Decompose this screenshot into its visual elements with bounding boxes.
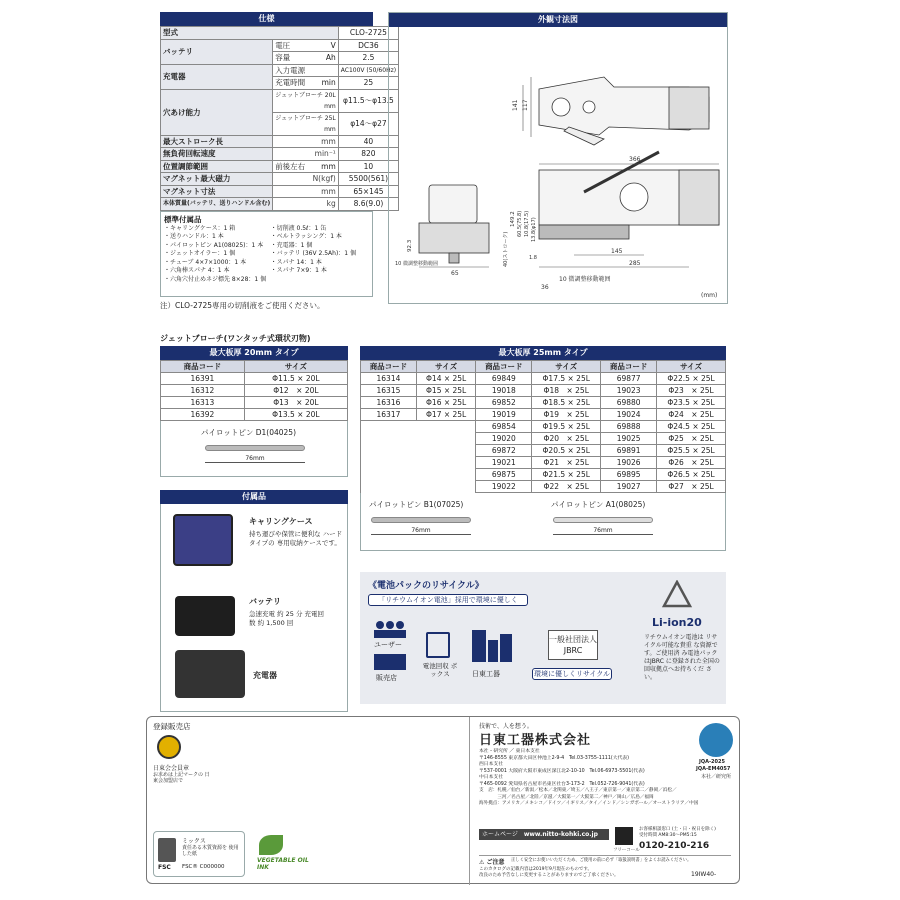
spec-unit: mm — [273, 185, 339, 198]
table-row — [161, 397, 348, 409]
catalog-note-1: このカタログの記載内容は2019年9月現在のものです。 — [479, 867, 592, 872]
fsc-label: FSC — [158, 864, 171, 871]
assoc-label: 日東会会員章 — [153, 765, 190, 772]
dealer-label: 登録販売店 — [153, 722, 191, 731]
recycle-subtitle: 「リチウムイオン電池」採用で環境に優しく — [368, 594, 528, 606]
table-cell: 19023 — [601, 385, 657, 397]
drill-top-view — [539, 77, 709, 145]
pin-d1-label: パイロットピン D1(04025) — [201, 428, 296, 437]
table-cell: Φ20.5 × 25L — [532, 445, 601, 457]
spec-value: AC100V (50/60Hz) — [338, 64, 398, 77]
drill-side-view — [539, 152, 719, 239]
acc-item: ・チューブ 4×7×1000：1 本 — [164, 258, 247, 266]
carrying-case-image — [173, 514, 233, 566]
spec-value: 65×145 — [338, 185, 398, 198]
table-cell: 16391 — [161, 373, 245, 385]
acc-item: ・ベルトラッシング：1 本 — [270, 233, 342, 240]
dim-1-8: 1.8 — [529, 255, 537, 261]
spec-item: 入力電源 — [273, 64, 339, 77]
users-icon — [372, 620, 408, 638]
table-cell: 69852 — [476, 397, 532, 409]
phone-number[interactable]: 0120-210-216 — [639, 841, 710, 851]
vegetable-ink-logo — [259, 835, 283, 855]
cert-1: JQA-2025 — [699, 759, 725, 765]
spec-value: φ11.5～φ13.5 — [338, 89, 398, 112]
broach-25-table — [360, 360, 726, 493]
standard-accessories — [160, 211, 373, 297]
table-cell: Φ26.5 × 25L — [657, 469, 726, 481]
table-cell: ご注意 — [486, 859, 505, 866]
dim-note-2: 10 微調整移動範囲 — [559, 276, 611, 283]
spec-unit: N(kgf) — [273, 173, 339, 186]
table-row — [361, 373, 726, 385]
caution-label: ⚠ ご注意 — [479, 859, 505, 866]
table-cell: サイズ — [416, 361, 475, 373]
table-cell: Φ23.5 × 25L — [657, 397, 726, 409]
recycle-liion: Li-ion20 — [652, 616, 702, 629]
charger-image — [175, 650, 245, 698]
table-cell: Φ11.5 × 20L — [244, 373, 347, 385]
table-row — [361, 421, 726, 433]
table-cell: Φ16 × 25L — [416, 397, 475, 409]
table-cell: 69880 — [601, 397, 657, 409]
acc-item: ・パイロットピン A1(08025)：1 本 — [164, 241, 264, 249]
table-cell: 69872 — [476, 445, 532, 457]
table-cell: Φ24.5 × 25L — [657, 421, 726, 433]
table-row — [361, 397, 726, 409]
acc-item: ・バッテリ (36V 2.5Ah)：1 個 — [270, 250, 357, 257]
case-name: キャリングケース — [249, 517, 313, 526]
spec-unit: mm — [324, 102, 336, 110]
freecall-label: フリーコール — [613, 848, 640, 853]
caution-text: 正しく安全にお使いいただくため、ご使用の前に必ず「取扱説明書」をよくお読みください。 — [511, 858, 692, 863]
table-cell: Φ13.5 × 20L — [244, 409, 347, 421]
table-cell: 19020 — [476, 433, 532, 445]
spec-group: マグネット寸法 — [161, 185, 273, 198]
table-cell: Φ17 × 25L — [416, 409, 475, 421]
table-cell: 69877 — [601, 373, 657, 385]
shop-icon — [374, 654, 406, 670]
dim-138: 13.8(φ17) — [531, 217, 537, 242]
dim-note-1: 10 微調整移動範囲 — [395, 261, 438, 267]
acc-item: ・六角棒スパナ 4：1 本 — [164, 267, 230, 274]
spec-item: 前後左右 — [275, 161, 306, 171]
acc-item: ・六角穴付止めネジ標先 8×28：1 個 — [164, 275, 267, 283]
table-cell: 69849 — [476, 373, 532, 385]
dim-145: 145 — [611, 248, 623, 255]
office-line: 本社・研究所 ／ 東日本支社 — [479, 749, 540, 754]
spec-group: 最大ストローク長 — [161, 135, 273, 148]
table-cell: 19019 — [476, 409, 532, 421]
table-cell: サイズ — [532, 361, 601, 373]
acc-left-list — [164, 225, 271, 285]
charger-name: 充電器 — [253, 671, 277, 680]
table-cell: Φ19 × 25L — [532, 409, 601, 421]
table-row — [161, 385, 348, 397]
acc-item: ・スパナ 7×9：1 本 — [270, 267, 327, 274]
spec-unit: mm — [324, 125, 336, 133]
table-cell: Φ14 × 25L — [416, 373, 475, 385]
table-cell: Φ27 × 25L — [657, 481, 726, 493]
spec-group: 穴あけ能力 — [161, 89, 273, 135]
spec-group: 位置調節範囲 — [161, 160, 273, 173]
spec-note: 注）CLO-2725専用の切削液をご使用ください。 — [160, 300, 325, 310]
pin-b1-label: パイロットピン B1(07025) — [369, 500, 464, 509]
recycle-title: 《電池パックのリサイクル》 — [368, 581, 484, 591]
recycle-eco: 環境に優しくリサイクル — [533, 670, 611, 678]
pin-d1-shape — [205, 445, 305, 451]
spec-unit: kg — [273, 198, 339, 211]
jet-broach-title: ジェットブローチ(ワンタッチ式環状刃物) — [160, 334, 311, 343]
dim-unit: (mm) — [701, 292, 718, 299]
acc-right-list — [271, 225, 369, 285]
table-cell: 69888 — [601, 421, 657, 433]
accessories-heading: 標準付属品 — [164, 214, 202, 224]
catalog-note-2: 改良のため予告なしに変更することがありますのでご了承ください。 — [479, 873, 619, 878]
table-cell: 69875 — [476, 469, 532, 481]
dim-10: 10.8(17.5) — [524, 210, 530, 237]
fsc-code: FSC® C000000 — [182, 864, 225, 870]
spec-group: マグネット最大磁力 — [161, 173, 273, 186]
recycle-box: 電池回収 ボックス — [422, 662, 458, 678]
spec-table — [160, 26, 399, 211]
factory-icon — [472, 626, 512, 662]
dim-141: 141 — [512, 99, 519, 111]
dim-285: 285 — [629, 260, 641, 267]
fsc-mix: ミックス — [182, 838, 206, 845]
fsc-logo — [158, 838, 176, 862]
table-cell: 16314 — [361, 373, 417, 385]
table-cell: 19027 — [601, 481, 657, 493]
table-cell: 19026 — [601, 457, 657, 469]
fsc-desc: 責任ある木質資源を 使用した紙 — [182, 845, 239, 857]
table-cell: 69895 — [601, 469, 657, 481]
table-cell: Φ22 × 25L — [532, 481, 601, 493]
dim-36: 36 — [541, 284, 549, 291]
table-cell: Φ15 × 25L — [416, 385, 475, 397]
recycle-shop: 販売店 — [376, 674, 397, 682]
table-cell: サイズ — [657, 361, 726, 373]
table-row — [161, 373, 348, 385]
spec-item: 充電時間 — [275, 78, 306, 88]
dim-92: 92.3 — [407, 239, 413, 252]
spec-value: 8.6(9.0) — [338, 198, 398, 211]
table-cell: 16316 — [361, 397, 417, 409]
spec-title: 仕様 — [160, 12, 373, 26]
battery-name: バッテリ — [249, 597, 281, 606]
recycle-jbrc: 一般社団法人 JBRC — [548, 630, 598, 660]
table-cell: 16312 — [161, 385, 245, 397]
table-cell: Φ23 × 25L — [657, 385, 726, 397]
pin-d1-length: 76mm — [205, 455, 305, 463]
contact-note: お客様相談窓口 (土・日・祝日を除く) 受付時間 AM8:30～PM5:15 — [639, 827, 716, 838]
dim-117: 117 — [522, 99, 529, 111]
spec-value: φ14～φ27 — [338, 112, 398, 135]
table-cell: Φ20 × 25L — [532, 433, 601, 445]
collection-box-icon — [426, 632, 450, 658]
acc-item: ・ジェットオイラー：1 個 — [164, 250, 236, 257]
spec-group: バッテリ — [161, 39, 273, 64]
office-line: 〒537-0001 大阪府大阪市東成区深江北2-10-10 Tel.06-6973-5501(代表) — [479, 768, 645, 774]
table-cell: Φ25.5 × 25L — [657, 445, 726, 457]
acc-item: ・キャリングケース：1 箱 — [164, 224, 236, 232]
dim-60: 60.5(75.8) — [517, 210, 523, 237]
pin-a1-label: パイロットピン A1(08025) — [551, 500, 646, 509]
battery-desc: 急速充電 約 25 分 充電回数 約 1,500 回 — [249, 610, 325, 627]
spec-value: 25 — [338, 77, 398, 90]
broach-20-title: 最大板厚 20mm タイプ — [160, 346, 348, 360]
office-line: 西日本支社 — [479, 762, 503, 767]
spec-unit: Ah — [325, 53, 336, 63]
spec-item: ジェットブローチ 25L — [275, 114, 336, 122]
table-row — [161, 409, 348, 421]
pin-b1-length: 76mm — [371, 527, 471, 535]
dim-366: 366 — [629, 156, 641, 163]
office-line: 三河／名古屋／北陸／京滋／大阪第一／大阪第二／神戸／岡山／広島／福岡 — [479, 794, 654, 800]
office-line: 海外拠点：アメリカ／メキシコ／ドイツ／イギリス／タイ／インド／シンガポール／オーストラリア／中国 — [479, 801, 699, 806]
company-logo: 日東工器株式会社 — [479, 733, 592, 748]
recycle-icon — [660, 580, 694, 612]
table-cell: 16317 — [361, 409, 417, 421]
slogan: 技術で、人を想う。 — [479, 723, 533, 730]
drill-front-view — [419, 185, 489, 263]
office-line: 中日本支社 — [479, 775, 503, 780]
dimension-title: 外観寸法図 — [389, 13, 727, 27]
table-cell: Φ25 × 25L — [657, 433, 726, 445]
footer-panel — [146, 716, 740, 884]
homepage-url[interactable]: www.nitto-kohki.co.jp — [523, 831, 598, 838]
pin-a1-shape — [553, 517, 653, 523]
table-cell: 69891 — [601, 445, 657, 457]
table-cell: 19025 — [601, 433, 657, 445]
spec-group: 充電器 — [161, 64, 273, 89]
spec-value: DC36 — [338, 39, 398, 52]
spec-group: 本体質量(バッテリ、送りハンドル含む) — [161, 198, 273, 211]
catalog-code: 19IW40- — [691, 871, 717, 878]
broach-25-title: 最大板厚 25mm タイプ — [360, 346, 726, 360]
dim-149: 149.2 — [510, 211, 516, 227]
table-cell: 19021 — [476, 457, 532, 469]
recycle-user: ユーザー — [374, 641, 402, 649]
spec-unit: mm — [321, 161, 336, 171]
dimension-drawing — [389, 27, 727, 303]
table-cell: 16392 — [161, 409, 245, 421]
table-cell: 69854 — [476, 421, 532, 433]
recycle-panel — [360, 572, 726, 704]
model-label: 型式 — [161, 27, 339, 40]
model-value: CLO-2725 — [338, 27, 398, 40]
table-cell: 商品コード — [476, 361, 532, 373]
table-row — [361, 409, 726, 421]
cert-2: JQA-EM4057 — [696, 766, 731, 772]
office-line: 支 店：札幌／仙台／新潟／松本／北関東／埼玉／八王子／東京第一／東京第二／静岡／浜松／ — [479, 788, 677, 793]
acc-item: ・充電器：1 個 — [270, 241, 313, 249]
spec-panel — [160, 12, 397, 311]
broach-20-panel — [160, 346, 348, 477]
homepage-bar[interactable] — [479, 829, 609, 840]
table-cell: Φ17.5 × 25L — [532, 373, 601, 385]
pin-b1-shape — [371, 517, 471, 523]
dim-stroke: 40(ストローク) — [503, 231, 509, 267]
fsc-box — [153, 831, 245, 877]
pin-ab-box — [360, 493, 726, 551]
table-cell: Φ12 × 20L — [244, 385, 347, 397]
spec-item: ジェットブローチ 20L — [275, 91, 336, 99]
spec-unit: min⁻¹ — [273, 148, 339, 161]
table-cell: 19022 — [476, 481, 532, 493]
home-label: ホームページ — [482, 831, 518, 838]
spec-unit: min — [321, 78, 336, 88]
iso-cert-badge — [699, 723, 733, 757]
table-cell: Φ13 × 20L — [244, 397, 347, 409]
accessories-title: 付属品 — [160, 490, 348, 504]
broach-20-table — [160, 360, 348, 421]
col-code: 商品コード — [161, 361, 245, 373]
spec-item: 容量 — [275, 53, 291, 63]
office-line: 〒465-0092 愛知県名古屋市名東区社台3-173-2 Tel.052-726-9041(代表) — [479, 781, 645, 787]
case-desc: 持ち運びや保管に便利な ハードタイプの 専用収納ケースです。 — [249, 530, 343, 547]
dim-65: 65 — [451, 270, 459, 277]
spec-value: 5500(561) — [338, 173, 398, 186]
table-cell: Φ19.5 × 25L — [532, 421, 601, 433]
acc-item: ・送りハンドル：1 本 — [164, 233, 224, 240]
assoc-note: お求めは上記マークの 日東会加盟店で — [153, 772, 210, 784]
cert-3: 本社／研究所 — [701, 774, 732, 780]
pin-a1-length: 76mm — [553, 527, 653, 535]
veg-ink-label: VEGETABLE OIL INK — [257, 857, 309, 871]
recycle-desc: リチウムイオン電池は リサイクル可能な貴重 な資源です。ご使用済 み電池パックはJBRC に登録された全国の 回収拠点へお持ちくだ さい。 — [644, 634, 720, 681]
spec-group: 無負荷回転速度 — [161, 148, 273, 161]
accessories-panel — [160, 490, 348, 712]
table-cell: Φ24 × 25L — [657, 409, 726, 421]
table-cell: Φ21 × 25L — [532, 457, 601, 469]
spec-unit: mm — [273, 135, 339, 148]
freecall-logo — [615, 827, 633, 845]
spec-item: 電圧 — [275, 40, 291, 50]
office-list — [479, 749, 701, 808]
recycle-nitto: 日東工器 — [472, 670, 500, 678]
spec-value: 40 — [338, 135, 398, 148]
footer-divider — [469, 717, 470, 885]
table-cell: 16313 — [161, 397, 245, 409]
table-cell: 19018 — [476, 385, 532, 397]
table-cell: 商品コード — [601, 361, 657, 373]
broach-25-panel — [360, 346, 726, 551]
table-cell: Φ22.5 × 25L — [657, 373, 726, 385]
table-cell: 商品コード — [361, 361, 417, 373]
office-line: 〒146-8555 東京都大田区仲池上2-9-4 Tel.03-3755-1111(大代表) — [479, 755, 630, 761]
dimension-panel — [388, 12, 728, 304]
table-cell: Φ18.5 × 25L — [532, 397, 601, 409]
spec-value: 2.5 — [338, 52, 398, 65]
acc-item: ・切削液 0.5ℓ：1 缶 — [270, 224, 327, 232]
col-size: サイズ — [244, 361, 347, 373]
battery-image — [175, 596, 235, 636]
nitto-assoc-logo — [157, 735, 181, 759]
table-cell: 19024 — [601, 409, 657, 421]
spec-unit: V — [330, 40, 336, 50]
pin-d1-box — [160, 421, 348, 477]
spec-value: 10 — [338, 160, 398, 173]
acc-item: ・スパナ 14：1 本 — [270, 258, 322, 266]
table-row — [361, 385, 726, 397]
table-cell: Φ21.5 × 25L — [532, 469, 601, 481]
table-cell: Φ26 × 25L — [657, 457, 726, 469]
spec-value: 820 — [338, 148, 398, 161]
table-cell: 16315 — [361, 385, 417, 397]
table-cell: Φ18 × 25L — [532, 385, 601, 397]
